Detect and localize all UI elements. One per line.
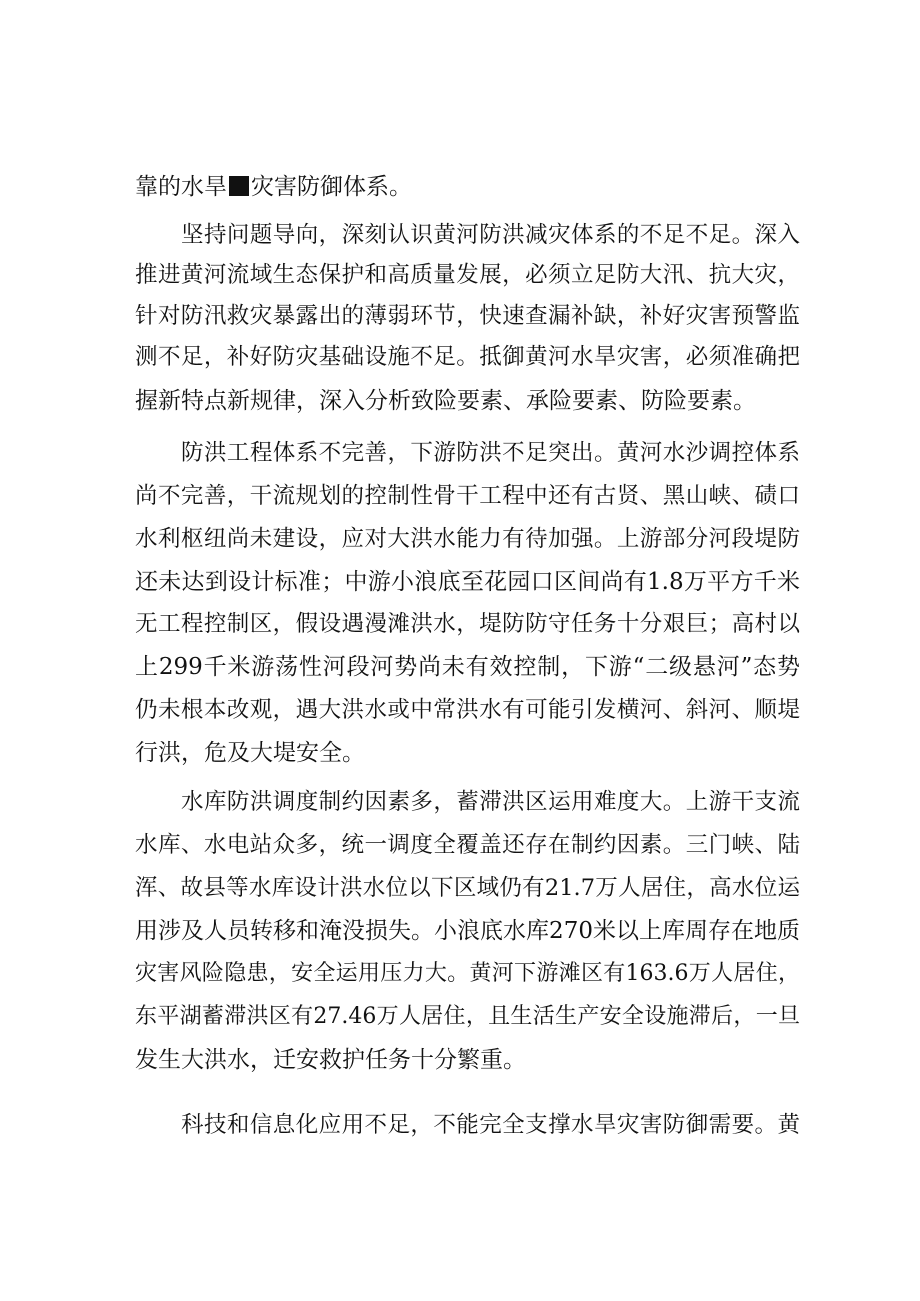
- text-line: 水库、水电站众多，统一调度全覆盖还存在制约因素。三门峡、陆: [135, 832, 800, 858]
- text-line: 无工程控制区，假设遇漫滩洪水，堤防防守任务十分艰巨；高村以: [135, 611, 800, 637]
- text-line: 针对防汛救灾暴露出的薄弱环节，快速查漏补缺，补好灾害预警监: [135, 303, 800, 329]
- text-line: 水利枢纽尚未建设，应对大洪水能力有待加强。上游部分河段堤防: [135, 526, 800, 552]
- text-line: 东平湖蓄滞洪区有27.46万人居住，且生活生产安全设施滞后，一旦: [135, 1004, 800, 1029]
- text-line: 发生大洪水，迁安救护任务十分繁重。: [135, 1047, 526, 1073]
- text-line: 坚持问题导向，深刻认识黄河防洪减灾体系的不足不足。深入: [181, 222, 800, 248]
- text-line: 科技和信息化应用不足，不能完全支撑水旱灾害防御需要。黄: [181, 1112, 800, 1138]
- text-line: 行洪，危及大堤安全。: [135, 740, 365, 766]
- text-line: 测不足，补好防灾基础设施不足。抵御黄河水旱灾害，必须准确把: [135, 344, 800, 370]
- text-line: 还未达到设计标准；中游小浪底至花园口区间尚有1.8万平方千米: [135, 569, 800, 595]
- text-segment: 靠的水旱: [135, 174, 227, 200]
- text-segment: 灾害防御体系。: [251, 174, 412, 200]
- redaction-block: [229, 176, 249, 196]
- text-line: 浑、故县等水库设计洪水位以下区域仍有21.7万人居住，高水位运: [135, 875, 800, 901]
- text-line: 用涉及人员转移和淹没损失。小浪底水库270米以上库周存在地质: [135, 918, 800, 944]
- text-line: 防洪工程体系不完善，下游防洪不足突出。黄河水沙调控体系: [181, 440, 800, 466]
- text-line: 仍未根本改观，遇大洪水或中常洪水有可能引发横河、斜河、顺堤: [135, 697, 800, 723]
- text-line: 尚不完善，干流规划的控制性骨干工程中还有古贤、黑山峡、碛口: [135, 483, 800, 509]
- text-line: 灾害风险隐患，安全运用压力大。黄河下游滩区有163.6万人居住，: [135, 961, 800, 986]
- text-line: 上299千米游荡性河段河势尚未有效控制，下游“二级悬河”态势: [135, 654, 800, 680]
- text-line: 水库防洪调度制约因素多，蓄滞洪区运用难度大。上游干支流: [181, 789, 800, 815]
- text-line: [135, 168, 800, 206]
- text-line: 握新特点新规律，深入分析致险要素、承险要素、防险要素。: [135, 388, 756, 414]
- text-line: 推进黄河流域生态保护和高质量发展，必须立足防大汛、抗大灾，: [135, 262, 800, 288]
